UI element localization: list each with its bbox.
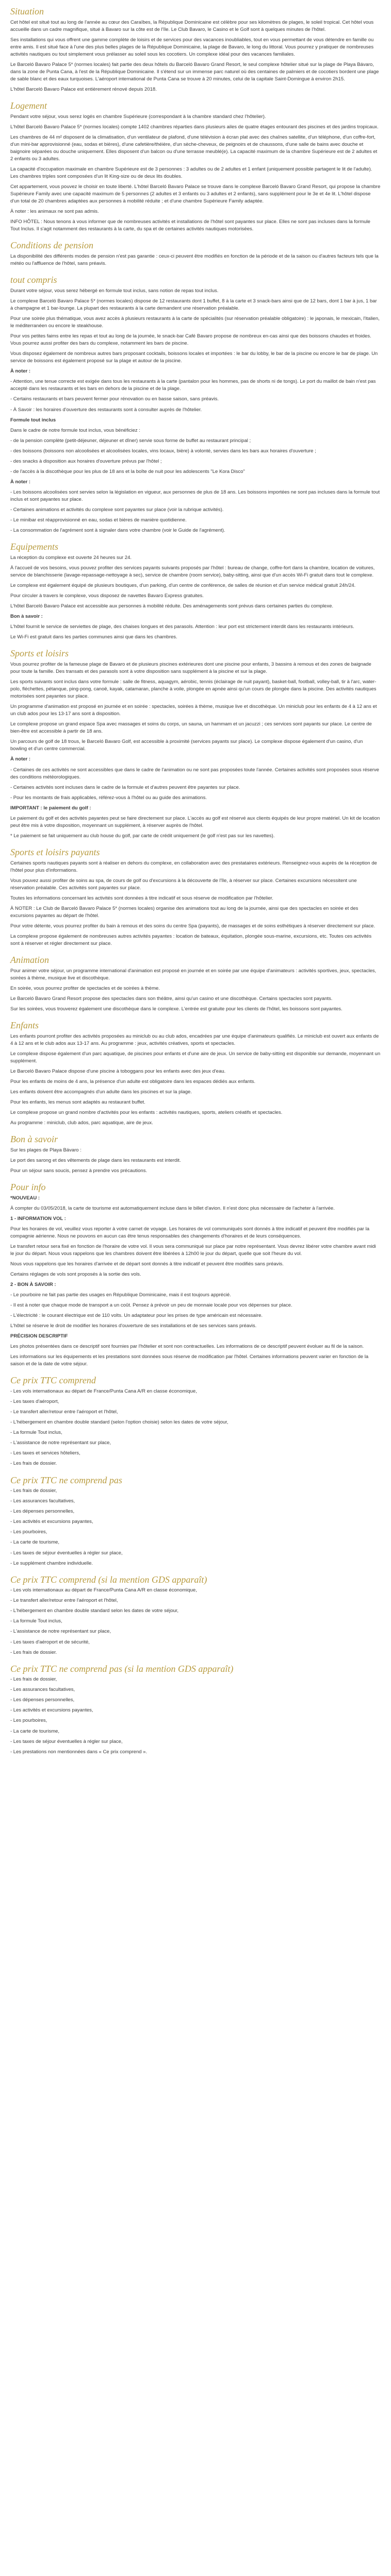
section-paragraph: - Certaines animations et activités du complexe sont payantes sur place (voir la rubrique activités). [10, 507, 224, 513]
section-paragraph: - Le minibar est réapprovisionné en eau, sodas et bières de manière quotidienne. [10, 517, 187, 523]
section-paragraph: Les enfants doivent être accompagnés d'un adulte dans les piscines et sur la plage. [10, 1089, 192, 1095]
section-paragraph: - Les assurances facultatives, [10, 1498, 75, 1504]
section-paragraph: Nous vous rappelons que les horaires d'arrivée et de départ sont donnés à titre indicatif et peuvent être modifiés sans préavis. [10, 1261, 284, 1267]
section-paragraph: À noter : les animaux ne sont pas admis. [10, 209, 99, 215]
section-paragraph: - Les vols internationaux au départ de France/Punta Cana A/R en classe économique, [10, 1388, 197, 1395]
section-paragraph: - La formule Tout inclus, [10, 1618, 62, 1624]
section-paragraph: - Les frais de dossier, [10, 1488, 57, 1494]
section-paragraph: Durant votre séjour, vous serez hébergé en formule tout inclus, sans notion de repas tout inclus. [10, 287, 219, 294]
section-paragraph: À l'accueil de vos besoins, vous pouvez profiter des services payants suivants proposés par l'hôtel : bureau de change, coffre-fort dans la chambre, location de voitures, service de blanchisserie (lavage-repassage-nettoyage à sec), service de chambre (room service), baby-sitting, ainsi que d'un accès Wi-Fi gratuit dans tout le complexe. [10, 565, 375, 578]
section-paragraph: Les photos présentées dans ce descriptif sont fournies par l'hôtelier et sont non contractuelles. Les informations de ce descriptif peuvent évoluer au fil de la saison. [10, 1344, 364, 1350]
section-paragraph: Le port des sarong et des vêtements de plage dans les restaurants est interdit. [10, 1157, 181, 1163]
section-paragraph: Le Barceló Bavaro Grand Resort propose des spectacles dans son théâtre, ainsi qu'un casino et une discothèque. Certains spectacles sont payants. [10, 995, 333, 1002]
section-paragraph: - Les boissons alcoolisées sont servies selon la législation en vigueur, aux personnes de plus de 18 ans. Les boissons importées ne sont pas incluses dans la formule tout inclus et sont payantes sur place. [10, 489, 380, 502]
section-paragraph: - Les pourboires, [10, 1718, 47, 1724]
section-paragraph: Le Barceló Bavaro Palace 5* (normes locales) fait partie des deux hôtels du Barceló Bavaro Grand Resort, le seul complexe hôtelier situé sur la plage de Playa Bávaro, dans la zone de Punta Cana, à l'est de la République Dominicaine. Il s'étend sur un immense parc naturel où des centaines de palmiers et de cocotiers bordent une plage de sable blanc et des eaux turquoises. L'aéroport international de Punta Cana se trouve à 20 minutes, celui de la capitale Saint-Domingue à environ 2h15. [10, 61, 379, 82]
section-title: Enfants [10, 1020, 39, 1030]
section-paragraph: PRÉCISION DESCRIPTIF [10, 1333, 68, 1340]
section-paragraph: - L'hébergement en chambre double standard (selon l'option choisie) selon les dates de votre séjour, [10, 1419, 229, 1426]
section-paragraph: À compter du 03/05/2018, la carte de tourisme est automatiquement incluse dans le billet d'avion. Il n'est donc plus nécessaire de l'acheter à l'arrivée. [10, 1205, 335, 1211]
section-paragraph: Le complexe propose un grand nombre d'activités pour les enfants : activités nautiques, sports, ateliers créatifs et spectacles. [10, 1110, 283, 1116]
section-paragraph: - Les activités et excursions payantes, [10, 1519, 93, 1525]
section-paragraph: - de la pension complète (petit-déjeuner, déjeuner et dîner) servie sous forme de buffet au restaurant principal ; [10, 437, 251, 444]
section-title: Ce prix TTC comprend (si la mention GDS apparaît) [10, 1574, 207, 1585]
section-title: Logement [10, 100, 47, 111]
section-paragraph: Bon à savoir : [10, 614, 43, 620]
section-paragraph: Certaines sports nautiques payants sont à réaliser en dehors du complexe, en collaboration avec des prestataires extérieurs. Renseignez-vous auprès de la réception de l'hôtel pour plus d'informations. [10, 860, 377, 873]
section-paragraph: - La consommation de l'agrément sont à signaler dans votre chambre (voir le Guide de l'agrément). [10, 528, 225, 534]
section-paragraph: Vous disposez également de nombreux autres bars proposant cocktails, boissons locales et importées : le bar du lobby, le bar de la piscine ou encore le bar de plage. Un service de boissons est également proposé sur la plage et autour de la piscine. [10, 351, 378, 364]
section-paragraph: - Le pourboire ne fait pas partie des usages en République Dominicaine, mais il est toujours apprécié. [10, 1292, 231, 1298]
section-paragraph: IMPORTANT : le paiement du golf : [10, 805, 91, 811]
section-paragraph: - Certains restaurants et bars peuvent fermer pour rénovation ou en basse saison, sans préavis. [10, 396, 219, 402]
section-paragraph: - Les frais de dossier. [10, 1461, 57, 1467]
section-paragraph: Formule tout inclus [10, 417, 56, 423]
section-paragraph: Le complexe propose un grand espace Spa avec massages et soins du corps, un sauna, un hammam et un jacuzzi ; ces services sont payants sur place. Le centre de bien-être est accessible à partir de 18 ans. [10, 721, 372, 735]
section-paragraph: Vous pourrez profiter de la fameuse plage de Bavaro et de plusieurs piscines extérieures dont une piscine pour enfants, 3 bassins à remous et des zones de baignade pour toute la famille. Des transats et des parasols sont à votre disposition sans supplément à la piscine et sur la plage. [10, 661, 371, 674]
section-paragraph: L'hôtel Barceló Bavaro Palace 5* (normes locales) compte 1402 chambres réparties dans plusieurs ailes de quatre étages entourant des piscines et des jardins tropicaux. [10, 124, 379, 130]
section-paragraph: - L'assistance de notre représentant sur place, [10, 1629, 111, 1635]
section-paragraph: - Le transfert aller/retour entre l'aéroport et l'hôtel, [10, 1409, 118, 1415]
section-paragraph: Ses installations qui vous offrent une gamme complète de loisirs et de services pour des vacances inoubliables, tout en vous permettant de vous détendre en famille ou entre amis. Il est situé face à l'une des plus belles plages de la République Dominicaine, la plage de Bavaro, le long du littoral. Vous pourrez y pratiquer de nombreuses activités nautiques ou tout simplement vous prélasser au soleil sous les cocotiers. Un complexe idéal pour des vacances familiales. [10, 37, 374, 57]
section-paragraph: Le paiement du golf et des activités payantes peut se faire directement sur place. L'accès au golf est réservé aux clients équipés de leur propre matériel. Un kit de location peut être mis à votre disposition, moyennant un supplément, à réserver auprès de l'hôtel. [10, 815, 380, 828]
section-title: Equipements [10, 541, 58, 552]
section-paragraph: Vous pouvez aussi profiter de soins au spa, de cours de golf ou d'excursions à la découverte de l'île, à réserver sur place. Certaines excursions nécessitent une réservation préalable. Ces activités sont payantes sur place. [10, 877, 357, 891]
section-paragraph: Sur les plages de Playa Bávaro : [10, 1147, 82, 1153]
section-paragraph: - Pour les montants de frais applicables, référez-vous à l'hôtel ou au guide des animations. [10, 794, 207, 801]
section-paragraph: - Le transfert aller/retour entre l'aéroport et l'hôtel, [10, 1598, 118, 1604]
section-title: Animation [10, 955, 49, 965]
section-paragraph: Toutes les informations concernant les activités sont données à titre indicatif et sous réserve de modification par l'hôtelier. [10, 895, 273, 901]
section-paragraph: Pour une soirée plus thématique, vous avez accès à plusieurs restaurants à la carte de spécialités (sur réservation préalable obligatoire) : le japonais, le mexicain, l'italien, le méditerranéen ou encore le steakhouse. [10, 316, 380, 329]
section-paragraph: - Les frais de dossier. [10, 1649, 57, 1655]
section-paragraph: L'hôtel Barceló Bavaro Palace est accessible aux personnes à mobilité réduite. Des aménagements sont prévus dans certaines parties du complexe. [10, 603, 333, 609]
section-paragraph: *NOUVEAU : [10, 1195, 40, 1201]
section-title: Sports et loisirs payants [10, 846, 100, 857]
section-paragraph: Cet appartement, vous pouvez le choisir en toute liberté. L'hôtel Barceló Bavaro Palace se trouve dans le complexe Barceló Bavaro Grand Resort, qui propose la chambre Supérieure Family avec une capacité maximum de 5 personnes (2 adultes et 3 enfants ou 3 adultes et 2 enfants), sans supplément pour le 3e et 4e lit. L'hôtel dispose d'un total de 20 chambres adaptées aux personnes à mobilité réduite ; et d'une chambre Supérieure Family adaptée. [10, 184, 381, 205]
section-title: Sports et loisirs [10, 648, 69, 659]
section-paragraph: - À Savoir : les horaires d'ouverture des restaurants sont à consulter auprès de l'hôtelier. [10, 406, 202, 413]
section-paragraph: La disponibilité des différents modes de pension n'est pas garantie : ceux-ci peuvent être modifiés en fonction de la période et de la saison ou d'autres facteurs tels que la météo ou l'affluence de l'hôtel, sans préavis. [10, 253, 379, 267]
section-paragraph: La capacité d'occupation maximale en chambre Supérieure est de 3 personnes : 3 adultes ou de 2 adultes et 1 enfant (uniquement possible partagent le lit de l'adulte). Les chambres triples sont composées d'un lit King-size ou de deux lits doubles. [10, 166, 372, 180]
section-paragraph: Dans le cadre de notre formule tout inclus, vous bénéficiez : [10, 427, 140, 433]
section-paragraph: - des snacks à disposition aux horaires d'ouverture prévus par l'hôtel ; [10, 458, 162, 464]
section-paragraph: Pour animer votre séjour, un programme international d'animation est proposé en journée et en soirée par une équipe d'animateurs : activités sportives, jeux, spectacles, soirées à thème, musique live et discothèque. [10, 968, 377, 981]
section-paragraph: INFO HÔTEL : Nous tenons à vous informer que de nombreuses activités et installations de l'hôtel sont payantes sur place. Elles ne sont pas incluses dans la formule Tout Inclus. Il s'agit notamment des restaurants à la carte, du spa et de certaines activités nautiques motorisées. [10, 219, 370, 232]
section-paragraph: - Les activités et excursions payantes, [10, 1707, 93, 1714]
section-paragraph: - Les frais de dossier, [10, 1676, 57, 1683]
section-title: Situation [10, 6, 44, 16]
section-paragraph: Les enfants pourront profiter des activités proposées au miniclub ou au club ados, encadrées par une équipe d'animateurs qualifiés. Le miniclub est ouvert aux enfants de 4 à 12 ans et le club ados aux 13-17 ans. Au programme : jeux, activités créatives, sports et spectacles. [10, 1033, 379, 1046]
section-paragraph: À noter : [10, 368, 31, 375]
section-paragraph: 1 - INFORMATION VOL : [10, 1215, 66, 1222]
section-paragraph: La réception du complexe est ouverte 24 heures sur 24. [10, 554, 132, 561]
section-paragraph: Certains réglages de vols sont proposés à la sortie des vols. [10, 1272, 141, 1277]
section-paragraph: - Les pourboires, [10, 1529, 47, 1535]
section-paragraph: - L'hébergement en chambre double standard selon les dates de votre séjour, [10, 1608, 179, 1614]
section-paragraph: - Les taxes de séjour éventuelles à régler sur place, [10, 1550, 123, 1556]
section-paragraph: Cet hôtel est situé tout au long de l'année au cœur des Caraïbes, la République Dominicaine est célèbre pour ses kilomètres de plages, le soleil tropical. Cet hôtel vous accueille dans un cadre magnifique, situé à Bavaro sur la côte est de l'île. Le Club Bavaro, le Casino et le Golf sont à quelques minutes de l'hôtel. [10, 19, 374, 32]
section-paragraph: La complexe propose également de nombreuses autres activités payantes : location de bateaux, équitation, plongée sous-marine, excursions, etc. Toutes ces activités sont à réserver et régler directement sur place. [10, 933, 372, 946]
section-paragraph: - Le supplément chambre individuelle. [10, 1560, 93, 1566]
section-paragraph: En soirée, vous pourrez profiter de spectacles et de soirées à thème. [10, 985, 160, 991]
section-title: Ce prix TTC ne comprend pas (si la mention GDS apparaît) [10, 1663, 234, 1674]
section-paragraph: Pour vos petites faims entre les repas et tout au long de la journée, le snack-bar Café Bavaro propose de nombreux en-cas ainsi que des boissons chaudes et froides. Vous pourrez aussi profiter des bars du complexe, notamment les bars de piscine. [10, 333, 371, 347]
section-title: tout compris [10, 275, 57, 285]
section-paragraph: Au programme : miniclub, club ados, parc aquatique, aire de jeux. [10, 1120, 153, 1126]
section-paragraph: À noter : [10, 756, 31, 762]
section-paragraph: Pour les enfants, les menus sont adaptés au restaurant buffet. [10, 1099, 145, 1105]
section-paragraph: Pour un séjour sans soucis, pensez à prendre vos précautions. [10, 1167, 148, 1174]
section-paragraph: L'hôtel Barceló Bavaro Palace est entièrement rénové depuis 2018. [10, 87, 157, 93]
section-paragraph: Pendant votre séjour, vous serez logés en chambre Supérieure (correspondant à la chambre standard chez l'hôtelier). [10, 113, 266, 120]
section-paragraph: Pour votre détente, vous pourrez profiter du bain à remous et des soins du centre Spa (payants), de massages et de soins esthétiques à réserver directement sur place. [10, 923, 376, 929]
section-paragraph: - Les vols internationaux au départ de France/Punta Cana A/R en classe économique, [10, 1587, 197, 1594]
section-paragraph: - Les prestations non mentionnées dans « Ce prix comprend ». [10, 1749, 148, 1755]
section-paragraph: - Les taxes de séjour éventuelles à régler sur place, [10, 1738, 123, 1744]
section-paragraph: - Les taxes et services hôteliers, [10, 1450, 80, 1456]
section-paragraph: * Le paiement se fait uniquement au club house du golf, par carte de crédit uniquement (le golf n'est pas sur les navettes). [10, 833, 275, 839]
section-paragraph: 2 - BON À SAVOIR : [10, 1282, 56, 1288]
section-title: Pour info [10, 1181, 46, 1192]
section-paragraph: Les chambres de 44 m² disposent de la climatisation, d'un ventilateur de plafond, d'une télévision à écran plat avec des chaînes satellite, d'un téléphone, d'un coffre-fort, d'un mini-bar approvisionné (eau, sodas et bières), d'une cafetière/théière, d'un sèche-cheveux, de peignoirs et de chaussons, d'une salle de bains avec douche et baignoire séparées ou douche uniquement. Elles disposent d'un balcon ou d'une terrasse meublé(e). La capacité maximum de la chambre Supérieure est de 2 adultes et 2 enfants ou 3 adultes. [10, 134, 378, 162]
section-paragraph: - Certaines activités sont incluses dans le cadre de la formule et d'autres peuvent être payantes sur place. [10, 784, 240, 790]
section-paragraph: Pour les horaires de vol, veuillez vous reporter à votre carnet de voyage. Les horaires de vol communiqués sont donnés à titre indicatif et peuvent être modifiés par la compagnie aérienne. Nous ne pouvons en aucun cas être tenus responsables des changements d'horaires et de leurs conséquences. [10, 1226, 369, 1239]
section-paragraph: Le complexe Barceló Bavaro Palace 5* (normes locales) dispose de 12 restaurants dont 1 buffet, 8 à la carte et 3 snack-bars ainsi que de 12 bars, dont 1 bar à jus, 1 bar à champagne et 1 bar-lounge. La plupart des restaurants à la carte demandent une réservation préalable. [10, 298, 377, 312]
section-paragraph: À noter : [10, 479, 31, 485]
section-paragraph: - Certaines de ces activités ne sont accessibles que dans le cadre de l'animation ou ne sont pas proposées toute l'année. Certaines activités sont proposées sous réserve des conditions météorologiques. [10, 767, 379, 780]
section-paragraph: Un programme d'animation est proposé en journée et en soirée : spectacles, soirées à thème, musique live et discothèque. Un miniclub pour les enfants de 4 à 12 ans et un club ados pour les 13-17 ans sont à disposition. [10, 704, 377, 717]
section-paragraph: - Les taxes d'aéroport, [10, 1399, 59, 1405]
section-paragraph: Sur les soirées, vous trouverez également une discothèque dans le complexe. L'entrée est gratuite pour les clients de l'hôtel, les boissons sont payantes. [10, 1006, 343, 1012]
section-paragraph: - Les dépenses personnelles, [10, 1697, 75, 1703]
section-paragraph: Le complexe dispose également d'un parc aquatique, de piscines pour enfants et d'une aire de jeux. Un service de baby-sitting est disponible sur demande, moyennant un supplément. [10, 1050, 381, 1064]
section-paragraph: - Les dépenses personnelles, [10, 1509, 75, 1515]
section-paragraph: Les informations sur les équipements et les prestations sont données sous réserve de modification par l'hôtel. Certaines informations peuvent varier en fonction de la saison et de la date de votre séjour. [10, 1354, 369, 1367]
section-paragraph: À NOTER : Le Club de Barceló Bavaro Palace 5* (normes locales) organise des animations tout au long de la journée, ainsi que des spectacles en soirée et des excursions payantes au départ de l'hôtel. [10, 905, 359, 919]
section-paragraph: - L'électricité : le courant électrique est de 110 volts. Un adaptateur pour les prises de type américain est nécessaire. [10, 1313, 263, 1319]
section-paragraph: Les sports suivants sont inclus dans votre formule : salle de fitness, aquagym, aérobic, tennis (éclairage de nuit payant), basket-ball, football, volley-ball, tir à l'arc, water-polo, fléchettes, pétanque, ping-pong, canoë, kayak, catamaran, planche à voile, plongée en apnée ainsi qu'un cours de plongée dans la piscine. Des activités nautiques motorisées sont payantes sur place. [10, 679, 377, 700]
section-paragraph: - de l'accès à la discothèque pour les plus de 18 ans et la boîte de nuit pour les adolescents "Le Kora Disco" [10, 468, 245, 474]
section-paragraph: Pour les enfants de moins de 4 ans, la présence d'un adulte est obligatoire dans les espaces dédiés aux enfants. [10, 1078, 256, 1084]
section-paragraph: Pour circuler à travers le complexe, vous disposez de navettes Bavaro Express gratuites. [10, 593, 204, 599]
section-paragraph: Le transfert retour sera fixé en fonction de l'horaire de votre vol. Il vous sera communiqué sur place par notre représentant. Vous devrez libérer votre chambre avant midi le jour du départ. Nous vous rappelons que les chambres doivent être libérées à 12h00 le jour du départ, quelle que soit l'heure du vol. [10, 1243, 376, 1257]
section-paragraph: - Attention, une tenue correcte est exigée dans tous les restaurants à la carte (pantalon pour les hommes, pas de shorts ni de tongs). Le port du maillot de bain n'est pas accepté dans les restaurants et les bars en dehors de la piscine et de la plage. [10, 379, 376, 392]
section-paragraph: - Il est à noter que chaque mode de transport a un coût. Pensez à prévoir un peu de monnaie locale pour vos dépenses sur place. [10, 1302, 292, 1309]
section-paragraph: - Les assurances facultatives, [10, 1687, 75, 1693]
section-paragraph: L'hôtel se réserve le droit de modifier les horaires d'ouverture de ses installations et de ses services sans préavis. [10, 1323, 257, 1329]
section-paragraph: - des boissons (boissons non alcoolisées et alcoolisées locales, vins locaux, bière) à volonté, servies dans les bars aux horaires d'ouverture ; [10, 448, 316, 454]
section-title: Bon à savoir [10, 1134, 58, 1145]
section-paragraph: - L'assistance de notre représentant sur place, [10, 1440, 111, 1446]
section-paragraph: Le complexe est également équipé de plusieurs boutiques, d'un parking, d'un centre de conférence, de salles de réunion et d'un service médical gratuit 24h/24. [10, 582, 356, 588]
section-title: Conditions de pension [10, 240, 93, 251]
section-paragraph: - La formule Tout inclus, [10, 1430, 62, 1436]
section-paragraph: - La carte de tourisme, [10, 1728, 60, 1734]
section-paragraph: - La carte de tourisme, [10, 1539, 60, 1546]
section-paragraph: Le Barceló Bavaro Palace dispose d'une piscine à toboggans pour les enfants avec des jeux d'eau. [10, 1068, 226, 1074]
section-title: Ce prix TTC comprend [10, 1375, 96, 1386]
section-title: Ce prix TTC ne comprend pas [10, 1475, 122, 1485]
section-paragraph: - Les taxes d'aéroport et de sécurité, [10, 1639, 90, 1645]
section-paragraph: L'hôtel fournit le service de serviettes de plage, des chaises longues et des parasols. Attention : leur port est strictement interdit dans les restaurants intérieurs. [10, 624, 354, 630]
section-paragraph: Le Wi-Fi est gratuit dans les parties communes ainsi que dans les chambres. [10, 634, 177, 640]
section-paragraph: Un parcours de golf de 18 trous, le Barceló Bavaro Golf, est accessible à proximité (services payants sur place). Le complexe dispose également d'un casino, d'un bowling et d'un centre commercial. [10, 739, 363, 752]
